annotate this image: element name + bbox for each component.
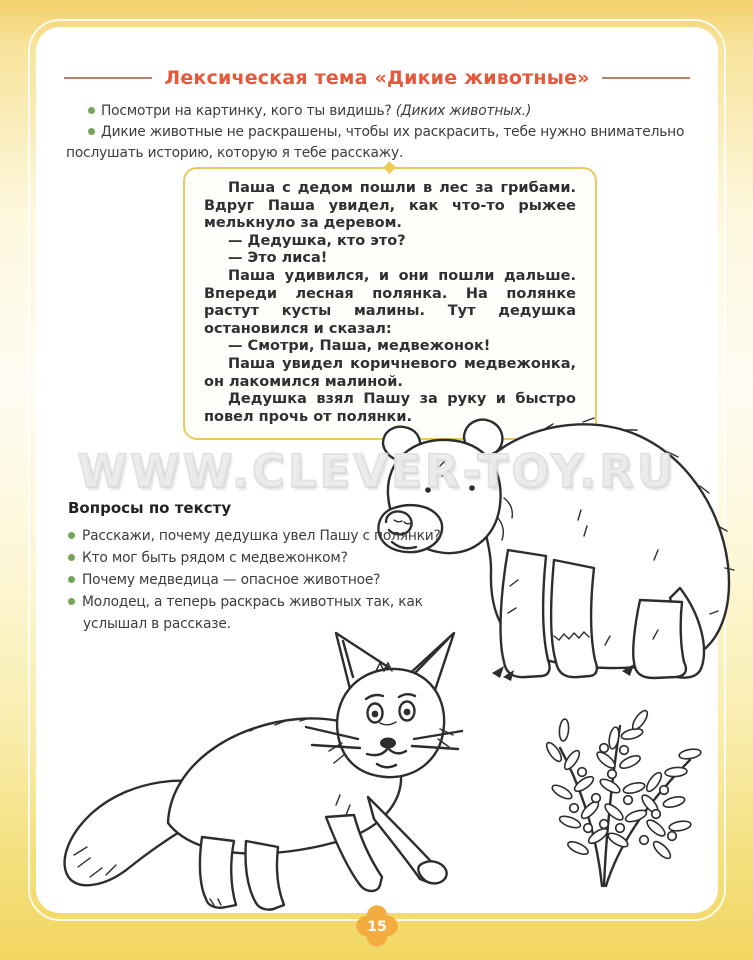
question-item <box>68 591 460 635</box>
intro-item <box>66 122 710 164</box>
workbook-page <box>36 27 718 913</box>
intro-item <box>66 101 710 122</box>
story-paragraph: — Дедушка, кто это? <box>228 232 406 249</box>
story-paragraph: — Это лиса! <box>228 250 328 267</box>
bullet-icon <box>68 576 75 583</box>
question-text: Кто мог быть рядом с медвежонком? <box>82 550 348 566</box>
intro-item-text: Дикие животные не раскрашены, чтобы их раскрасить, тебе нужно внимательно послушать историю, которую я тебе расскажу. <box>66 124 685 161</box>
title-rule-left <box>64 77 152 79</box>
berry-branch-line-art-illustration <box>502 688 714 888</box>
fox-line-art-illustration <box>50 627 465 917</box>
question-item <box>68 569 460 591</box>
questions-section <box>68 499 460 635</box>
intro-item-answer: (Диких животных.) <box>395 103 532 119</box>
lexical-theme-title: Лексическая тема «Дикие животные» <box>164 67 590 89</box>
story-paragraph: Дедушка взял Пашу за руку и быстро повел прочь от полянки. <box>204 391 576 425</box>
story-paragraph: Паша удивился, и они пошли дальше. Впереди лесная полянка. На полянке растут кусты малины. Тут дедушка остановился и сказал: <box>204 267 576 337</box>
leaves <box>544 708 702 861</box>
story-paragraph: Паша увидел коричневого медвежонка, он лакомился малиной. <box>204 355 576 390</box>
story-paragraph: Паша с дедом пошли в лес за грибами. Вдруг Паша увидел, как что-то рыжее мелькнуло за деревом. <box>204 180 576 232</box>
questions-list <box>68 525 460 635</box>
story-paragraph: — Смотри, Паша, медвежонок! <box>228 338 491 355</box>
question-text: Почему медведица — опасное животное? <box>82 572 381 588</box>
bullet-icon <box>88 128 95 135</box>
question-item <box>68 525 460 547</box>
page-header <box>64 67 690 89</box>
bullet-icon <box>88 107 95 114</box>
intro-instructions <box>66 101 710 164</box>
questions-heading: Вопросы по тексту <box>68 499 232 517</box>
question-text: Расскажи, почему дедушка увел Пашу с полянки? <box>82 528 441 544</box>
bullet-icon <box>68 554 75 561</box>
page-number-badge <box>356 905 398 947</box>
watermark-text: WWW.CLEVER-TOY.RU <box>77 445 677 498</box>
page-number: 15 <box>367 919 387 935</box>
question-item <box>68 547 460 569</box>
bullet-icon <box>68 532 75 539</box>
question-text: Молодец, а теперь раскрась животных так, как услышал в рассказе. <box>82 594 423 632</box>
bullet-icon <box>68 598 75 605</box>
intro-item-text: Посмотри на картинку, кого ты видишь? <box>101 103 396 119</box>
title-rule-right <box>602 77 690 79</box>
